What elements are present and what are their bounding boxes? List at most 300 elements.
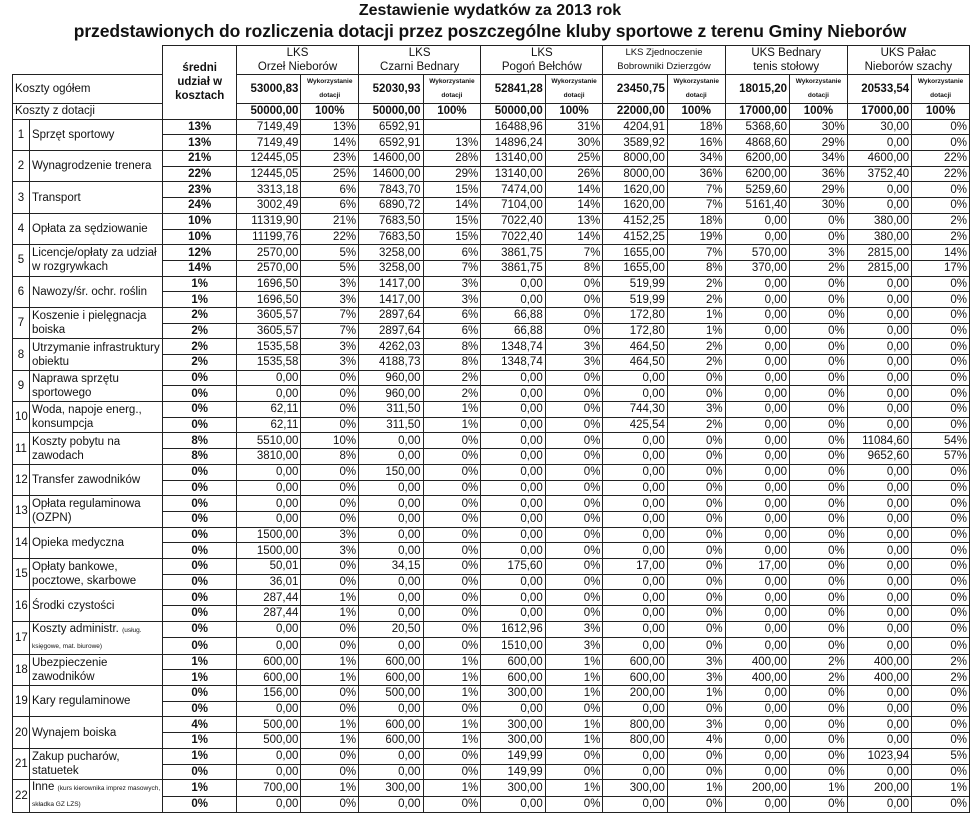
percent-cell: 0%: [423, 464, 481, 480]
percent-cell: 0%: [423, 764, 481, 780]
amount-cell: 0,00: [236, 480, 300, 496]
club-grant-amount: 50000,00: [236, 104, 300, 120]
amount-cell: 0,00: [725, 686, 789, 702]
percent-cell: 0%: [790, 417, 848, 433]
amount-cell: 0,00: [847, 307, 911, 323]
share-value: 0%: [163, 558, 237, 574]
category-number: 16: [13, 590, 30, 621]
amount-cell: 0,00: [481, 449, 545, 465]
amount-cell: 570,00: [725, 245, 789, 261]
amount-cell: 0,00: [603, 527, 667, 543]
percent-cell: 0%: [667, 638, 725, 655]
percent-cell: 1%: [423, 654, 481, 670]
category-label: Opieka medyczna: [31, 536, 124, 549]
table-row: [13, 182, 970, 198]
category-label: Transfer zawodników: [31, 474, 141, 486]
percent-cell: 0%: [667, 796, 725, 813]
amount-cell: 600,00: [603, 654, 667, 670]
percent-cell: 0%: [423, 558, 481, 574]
share-value: 14%: [163, 260, 237, 276]
category-number: 15: [13, 558, 30, 589]
amount-cell: 14600,00: [359, 151, 423, 167]
amount-cell: 0,00: [359, 748, 423, 764]
percent-cell: 18%: [667, 119, 725, 135]
amount-cell: 0,00: [847, 558, 911, 574]
category-number: 19: [13, 686, 30, 717]
percent-cell: 0%: [912, 386, 970, 402]
amount-cell: 960,00: [359, 386, 423, 402]
share-value: 1%: [163, 780, 237, 797]
amount-cell: 4152,25: [603, 213, 667, 229]
percent-cell: 8%: [667, 260, 725, 276]
amount-cell: 400,00: [725, 654, 789, 670]
amount-cell: 0,00: [359, 606, 423, 622]
amount-cell: 0,00: [847, 182, 911, 198]
percent-cell: 0%: [545, 307, 603, 323]
percent-cell: 0%: [667, 449, 725, 465]
share-value: 0%: [163, 386, 237, 402]
percent-cell: 0%: [790, 307, 848, 323]
table-row: [13, 245, 970, 261]
amount-cell: 0,00: [236, 370, 300, 386]
amount-cell: 0,00: [847, 764, 911, 780]
percent-cell: 1%: [667, 686, 725, 702]
percent-cell: 0%: [912, 276, 970, 292]
amount-cell: 1612,96: [481, 621, 545, 638]
amount-cell: 200,00: [847, 780, 911, 797]
club-name-line1: LKS: [408, 47, 431, 59]
amount-cell: 14600,00: [359, 166, 423, 182]
amount-cell: 0,00: [725, 606, 789, 622]
amount-cell: 1620,00: [603, 182, 667, 198]
percent-cell: 1%: [545, 686, 603, 702]
percent-cell: 2%: [667, 355, 725, 371]
category-label: Transport: [31, 191, 81, 204]
percent-cell: 2%: [667, 276, 725, 292]
percent-cell: 0%: [912, 558, 970, 574]
category-number: 17: [13, 621, 30, 654]
percent-cell: 28%: [423, 151, 481, 167]
percent-cell: 1%: [423, 402, 481, 418]
percent-cell: 34%: [667, 151, 725, 167]
percent-cell: 22%: [301, 229, 359, 245]
percent-cell: 0%: [545, 417, 603, 433]
percent-cell: 30%: [790, 198, 848, 214]
amount-cell: 4868,60: [725, 135, 789, 151]
percent-cell: 0%: [667, 590, 725, 606]
share-value: 13%: [163, 135, 237, 151]
amount-cell: 464,50: [603, 339, 667, 355]
amount-cell: 0,00: [725, 370, 789, 386]
percent-cell: 0%: [301, 464, 359, 480]
club-grant-amount: 22000,00: [603, 104, 667, 120]
amount-cell: 0,00: [481, 606, 545, 622]
table-row: [13, 590, 970, 606]
percent-cell: 7%: [301, 307, 359, 323]
amount-cell: 800,00: [603, 733, 667, 749]
amount-cell: 200,00: [725, 780, 789, 797]
amount-cell: 0,00: [236, 638, 300, 655]
percent-cell: 3%: [301, 292, 359, 308]
club-name-line1: UKS Bednary: [751, 47, 821, 59]
percent-cell: 6%: [301, 198, 359, 214]
percent-cell: 0%: [667, 748, 725, 764]
category-number: 21: [13, 748, 30, 779]
category-name: [29, 370, 162, 401]
club-grant-pct: 100%: [301, 104, 359, 120]
expenses-table: [12, 45, 970, 813]
amount-cell: 1535,58: [236, 339, 300, 355]
amount-cell: 3605,57: [236, 307, 300, 323]
percent-cell: 0%: [667, 764, 725, 780]
amount-cell: 0,00: [603, 606, 667, 622]
percent-cell: 0%: [667, 701, 725, 717]
table-row: [13, 307, 970, 323]
percent-cell: 1%: [301, 590, 359, 606]
share-value: 12%: [163, 245, 237, 261]
percent-cell: 0%: [790, 464, 848, 480]
percent-cell: 14%: [545, 198, 603, 214]
category-name: [29, 748, 162, 779]
percent-cell: 1%: [790, 780, 848, 797]
amount-cell: 0,00: [847, 355, 911, 371]
percent-cell: 0%: [301, 748, 359, 764]
club-header: [481, 46, 603, 75]
amount-cell: 3861,75: [481, 245, 545, 261]
category-label: Woda, napoje energ., konsumpcja: [31, 404, 142, 431]
table-row: [13, 402, 970, 418]
percent-cell: 0%: [545, 543, 603, 559]
amount-cell: 1535,58: [236, 355, 300, 371]
percent-cell: 0%: [545, 701, 603, 717]
percent-cell: 0%: [545, 370, 603, 386]
amount-cell: 0,00: [359, 590, 423, 606]
percent-cell: 0%: [667, 496, 725, 512]
amount-cell: 0,00: [236, 621, 300, 638]
percent-cell: 1%: [423, 717, 481, 733]
percent-cell: 0%: [790, 323, 848, 339]
category-name: [29, 433, 162, 464]
percent-cell: 0%: [667, 480, 725, 496]
header-corner: [13, 46, 163, 75]
percent-cell: 0%: [545, 433, 603, 449]
share-value: 0%: [163, 370, 237, 386]
category-label: Wynagrodzenie trenera: [31, 160, 152, 173]
category-name: [29, 245, 162, 276]
percent-cell: 2%: [423, 370, 481, 386]
category-name: [29, 151, 162, 182]
amount-cell: 0,00: [847, 543, 911, 559]
amount-cell: 0,00: [725, 417, 789, 433]
amount-cell: 1655,00: [603, 260, 667, 276]
amount-cell: 0,00: [725, 638, 789, 655]
table-row: [13, 276, 970, 292]
amount-cell: 149,99: [481, 748, 545, 764]
category-number: 1: [13, 119, 30, 150]
amount-cell: 0,00: [359, 574, 423, 590]
amount-cell: 2897,64: [359, 307, 423, 323]
percent-cell: 0%: [667, 386, 725, 402]
category-name: [29, 654, 162, 685]
percent-cell: 0%: [423, 606, 481, 622]
table-row: [13, 339, 970, 355]
category-number: 2: [13, 151, 30, 182]
percent-cell: 10%: [301, 433, 359, 449]
percent-cell: 2%: [667, 417, 725, 433]
percent-cell: 0%: [545, 464, 603, 480]
percent-cell: 0%: [912, 764, 970, 780]
amount-cell: 12445,05: [236, 166, 300, 182]
amount-cell: 0,00: [236, 386, 300, 402]
percent-cell: 2%: [912, 213, 970, 229]
amount-cell: 300,00: [481, 717, 545, 733]
percent-cell: 14%: [301, 135, 359, 151]
amount-cell: 0,00: [481, 292, 545, 308]
percent-cell: 2%: [912, 654, 970, 670]
amount-cell: 175,60: [481, 558, 545, 574]
table-row: [13, 119, 970, 135]
amount-cell: 0,00: [603, 449, 667, 465]
percent-cell: 0%: [301, 417, 359, 433]
category-name: [29, 213, 162, 244]
percent-cell: 0%: [423, 527, 481, 543]
percent-cell: 0%: [545, 606, 603, 622]
club-grant-amount: 50000,00: [359, 104, 423, 120]
percent-cell: 0%: [912, 543, 970, 559]
percent-cell: 29%: [790, 135, 848, 151]
amount-cell: 287,44: [236, 606, 300, 622]
share-value: 0%: [163, 511, 237, 527]
amount-cell: 13140,00: [481, 166, 545, 182]
percent-cell: 13%: [545, 213, 603, 229]
amount-cell: 1417,00: [359, 292, 423, 308]
amount-cell: 5510,00: [236, 433, 300, 449]
category-name: [29, 307, 162, 338]
usage-label: Wykorzystanie dotacji: [423, 75, 481, 104]
share-value: 0%: [163, 527, 237, 543]
percent-cell: 0%: [423, 574, 481, 590]
percent-cell: 0%: [423, 511, 481, 527]
percent-cell: 0%: [545, 276, 603, 292]
percent-cell: 1%: [301, 670, 359, 686]
percent-cell: 0%: [545, 574, 603, 590]
amount-cell: 66,88: [481, 307, 545, 323]
club-name-line1: LKS: [286, 47, 309, 59]
amount-cell: 0,00: [725, 701, 789, 717]
percent-cell: 1%: [545, 670, 603, 686]
club-total-cost: 53000,83: [236, 75, 300, 104]
amount-cell: 0,00: [481, 464, 545, 480]
share-value: 1%: [163, 670, 237, 686]
category-label: Sprzęt sportowy: [31, 128, 115, 141]
percent-cell: 0%: [790, 733, 848, 749]
amount-cell: 0,00: [603, 764, 667, 780]
amount-cell: 0,00: [236, 464, 300, 480]
percent-cell: 1%: [301, 654, 359, 670]
amount-cell: 0,00: [481, 511, 545, 527]
club-grant-pct: 100%: [667, 104, 725, 120]
share-value: 1%: [163, 748, 237, 764]
amount-cell: 3605,57: [236, 323, 300, 339]
percent-cell: 0%: [912, 574, 970, 590]
percent-cell: 2%: [667, 292, 725, 308]
club-name-line2: Czarni Bednary: [380, 61, 460, 73]
amount-cell: 20,50: [359, 621, 423, 638]
document-subtitle: przedstawionych do rozliczenia dotacji przez poszczególne kluby sportowe z terenu Gminy Nieborów: [73, 21, 907, 41]
amount-cell: 0,00: [847, 386, 911, 402]
category-label: Ubezpieczenie zawodników: [31, 656, 108, 683]
amount-cell: 3313,18: [236, 182, 300, 198]
percent-cell: 0%: [423, 449, 481, 465]
percent-cell: 15%: [423, 229, 481, 245]
percent-cell: 3%: [545, 355, 603, 371]
amount-cell: 0,00: [481, 701, 545, 717]
amount-cell: 3810,00: [236, 449, 300, 465]
amount-cell: 7022,40: [481, 213, 545, 229]
category-name: [29, 119, 162, 150]
category-number: 14: [13, 527, 30, 558]
percent-cell: 5%: [301, 260, 359, 276]
amount-cell: 0,00: [847, 733, 911, 749]
percent-cell: 0%: [423, 433, 481, 449]
category-label: Naprawa sprzętu sportowego: [31, 372, 119, 399]
club-header: [725, 46, 847, 75]
percent-cell: 3%: [545, 621, 603, 638]
percent-cell: 22%: [912, 151, 970, 167]
percent-cell: 0%: [423, 701, 481, 717]
share-value: 2%: [163, 307, 237, 323]
club-header: [236, 46, 358, 75]
percent-cell: 0%: [912, 496, 970, 512]
percent-cell: 0%: [545, 402, 603, 418]
amount-cell: 9652,60: [847, 449, 911, 465]
percent-cell: 29%: [423, 166, 481, 182]
amount-cell: 1500,00: [236, 527, 300, 543]
category-label: Wynajem boiska: [31, 726, 117, 739]
club-total-cost: 23450,75: [603, 75, 667, 104]
percent-cell: 0%: [545, 323, 603, 339]
header-row-grant: [13, 104, 970, 120]
amount-cell: 34,15: [359, 558, 423, 574]
amount-cell: 0,00: [847, 402, 911, 418]
percent-cell: 7%: [667, 198, 725, 214]
percent-cell: 0%: [545, 527, 603, 543]
percent-cell: 3%: [790, 245, 848, 261]
percent-cell: 0%: [301, 621, 359, 638]
share-value: 1%: [163, 654, 237, 670]
amount-cell: 4188,73: [359, 355, 423, 371]
category-name: [29, 686, 162, 717]
amount-cell: 6592,91: [359, 119, 423, 135]
percent-cell: 14%: [423, 198, 481, 214]
amount-cell: 0,00: [481, 496, 545, 512]
percent-cell: 26%: [545, 166, 603, 182]
amount-cell: 0,00: [359, 543, 423, 559]
amount-cell: 600,00: [481, 654, 545, 670]
amount-cell: 0,00: [236, 496, 300, 512]
amount-cell: 4600,00: [847, 151, 911, 167]
amount-cell: 200,00: [603, 686, 667, 702]
table-row: [13, 558, 970, 574]
percent-cell: 30%: [545, 135, 603, 151]
amount-cell: 0,00: [847, 638, 911, 655]
share-value: 0%: [163, 543, 237, 559]
amount-cell: 0,00: [359, 511, 423, 527]
share-value: 2%: [163, 339, 237, 355]
amount-cell: 0,00: [481, 543, 545, 559]
percent-cell: 7%: [667, 182, 725, 198]
percent-cell: 14%: [545, 182, 603, 198]
percent-cell: 36%: [790, 166, 848, 182]
amount-cell: 2815,00: [847, 245, 911, 261]
club-name-line2: Bobrowniki Dzierzgów: [617, 61, 711, 72]
club-grant-pct: 100%: [912, 104, 970, 120]
amount-cell: 0,00: [725, 229, 789, 245]
percent-cell: 14%: [545, 229, 603, 245]
percent-cell: 5%: [301, 245, 359, 261]
label-total-costs: Koszty ogółem: [13, 75, 163, 104]
amount-cell: 0,00: [847, 496, 911, 512]
amount-cell: 400,00: [725, 670, 789, 686]
club-grant-pct: 100%: [423, 104, 481, 120]
percent-cell: 0%: [423, 590, 481, 606]
club-name-line2: Pogoń Bełchów: [501, 61, 582, 73]
amount-cell: 7022,40: [481, 229, 545, 245]
amount-cell: 0,00: [725, 748, 789, 764]
percent-cell: 1%: [667, 323, 725, 339]
percent-cell: 0%: [545, 748, 603, 764]
amount-cell: 6890,72: [359, 198, 423, 214]
amount-cell: 0,00: [725, 386, 789, 402]
amount-cell: 500,00: [236, 717, 300, 733]
share-value: 10%: [163, 213, 237, 229]
club-total-cost: 52841,28: [481, 75, 545, 104]
amount-cell: 6592,91: [359, 135, 423, 151]
category-number: 10: [13, 402, 30, 433]
percent-cell: 0%: [301, 496, 359, 512]
percent-cell: 1%: [301, 606, 359, 622]
category-label: Koszty pobytu na zawodach: [31, 435, 121, 462]
amount-cell: 0,00: [481, 480, 545, 496]
amount-cell: 0,00: [847, 464, 911, 480]
category-label: Środki czystości: [31, 599, 115, 612]
percent-cell: 0%: [423, 496, 481, 512]
amount-cell: 0,00: [725, 733, 789, 749]
amount-cell: 0,00: [725, 527, 789, 543]
category-name: [29, 780, 162, 813]
amount-cell: 11319,90: [236, 213, 300, 229]
percent-cell: 16%: [667, 135, 725, 151]
category-name: [29, 402, 162, 433]
category-number: 6: [13, 276, 30, 307]
percent-cell: 0%: [301, 511, 359, 527]
percent-cell: 7%: [301, 323, 359, 339]
percent-cell: 0%: [790, 402, 848, 418]
amount-cell: 0,00: [725, 464, 789, 480]
percent-cell: 3%: [545, 339, 603, 355]
amount-cell: 7843,70: [359, 182, 423, 198]
percent-cell: 0%: [545, 764, 603, 780]
percent-cell: 0%: [545, 796, 603, 813]
percent-cell: 0%: [301, 638, 359, 655]
amount-cell: 5259,60: [725, 182, 789, 198]
category-label: Koszty administr.: [31, 622, 119, 635]
category-number: 4: [13, 213, 30, 244]
percent-cell: 23%: [301, 151, 359, 167]
usage-label: Wykorzystanie dotacji: [301, 75, 359, 104]
share-value: 1%: [163, 292, 237, 308]
amount-cell: 0,00: [725, 402, 789, 418]
